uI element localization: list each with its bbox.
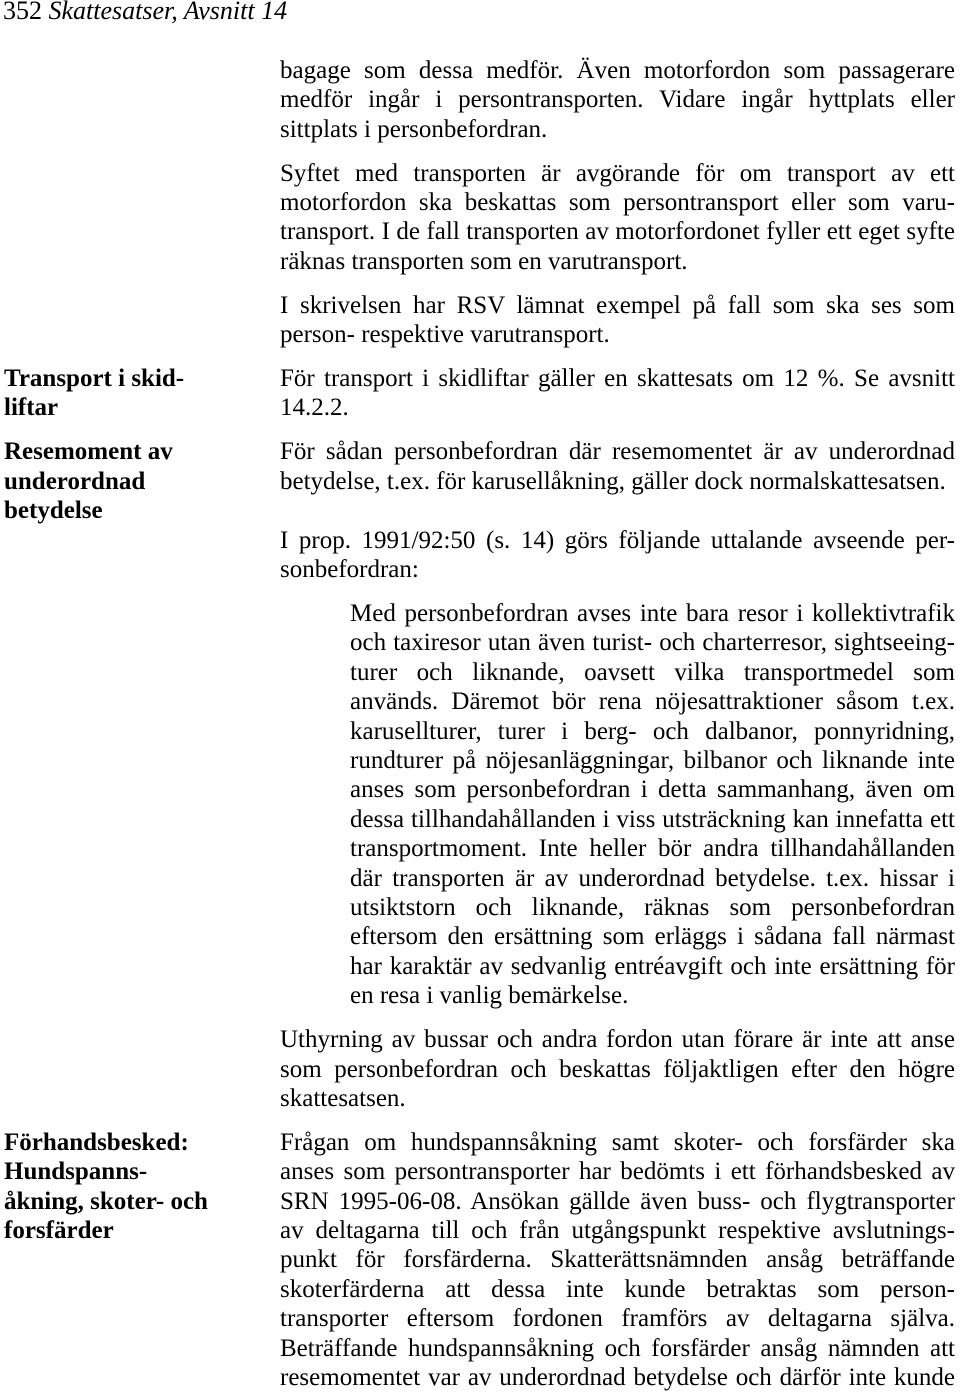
quote-line: har karaktär av sedvanlig entréavgift och inte ersättning för — [350, 952, 955, 980]
running-header — [3, 0, 287, 24]
text-line: medför ingår i persontransporten. Vidare ingår hyttplats eller — [280, 86, 955, 114]
quote-line: och taxiresor utan även turist- och charterresor, sightseeing- — [350, 629, 955, 657]
text-line: transport. I de fall transporten av motorfordonet fyller ett eget syfte — [280, 218, 955, 246]
quote-line: anses som personbefordran i detta sammanhang, även om — [350, 776, 955, 804]
margin-note-line: forsfärder — [4, 1217, 114, 1245]
text-line: motorfordon ska beskattas som persontransport eller som varu- — [280, 189, 955, 217]
text-line: Uthyrning av bussar och andra fordon utan förare är inte att anse — [280, 1026, 955, 1054]
paragraph — [280, 437, 955, 496]
text-line: anses som persontransporter har bedömts i ett förhandsbesked av — [280, 1158, 955, 1186]
margin-note — [4, 1128, 254, 1246]
quote-line: transportmoment. Inte heller bör andra tillhandahållanden — [350, 835, 955, 863]
text-line: sonbefordran: — [280, 556, 419, 584]
text-line: 14.2.2. — [280, 394, 349, 422]
text-line: resemomentet var av underordnad betydelse och därför inte kunde — [280, 1364, 955, 1392]
margin-note — [4, 437, 254, 525]
paragraph — [280, 526, 955, 585]
quote-line: karusellturer, turer i berg- och dalbanor, ponnyridning, — [350, 717, 955, 745]
text-line: person- respektive varutransport. — [280, 321, 610, 349]
quote-line: turer och liknande, oavsett vilka transportmedel som — [350, 658, 955, 686]
text-line: betydelse, t.ex. för karusellåkning, gäller dock normalskattesatsen. — [280, 467, 946, 495]
text-line: som personbefordran och beskattas följaktligen efter den högre — [280, 1055, 955, 1083]
text-line: skattesatsen. — [280, 1084, 406, 1112]
quote-line: en resa i vanlig bemärkelse. — [350, 982, 629, 1010]
text-line: punkt för forsfärderna. Skatterättsnämnden ansåg beträffande — [280, 1246, 955, 1274]
paragraph — [280, 56, 955, 144]
margin-note-line: betydelse — [4, 497, 103, 525]
quote-line: dessa tillhandahållanden i viss utsträckning kan innefatta ett — [350, 805, 955, 833]
margin-note-line: liftar — [4, 394, 59, 422]
text-line: av deltagarna till och från utgångspunkt respektive avslutnings- — [280, 1217, 955, 1245]
margin-note-line: Resemoment av — [4, 438, 173, 466]
quote-line: där transporten är av underordnad betydelse. t.ex. hissar i — [350, 864, 955, 892]
margin-note-line: åkning, skoter- och — [4, 1187, 208, 1215]
page-number: 352 — [3, 0, 42, 25]
margin-note-line: Förhandsbesked: — [4, 1128, 189, 1156]
quote-line: Med personbefordran avses inte bara resor i kollektivtrafik — [350, 600, 955, 628]
paragraph — [280, 159, 955, 277]
text-line: För transport i skidliftar gäller en skattesats om 12 %. Se avsnitt — [280, 365, 955, 393]
paragraph — [280, 1025, 955, 1113]
text-line: SRN 1995-06-08. Ansökan gällde även buss- och flygtransporter — [280, 1187, 955, 1215]
paragraph — [280, 364, 955, 423]
text-line: transporter eftersom fordonen framförs av deltagarna själva. — [280, 1305, 955, 1333]
text-line: I skrivelsen har RSV lämnat exempel på fall som ska ses som — [280, 291, 955, 319]
margin-note — [4, 364, 254, 423]
text-line: skoterfärderna att dessa inte kunde betraktas som person- — [280, 1275, 955, 1303]
text-line: Syftet med transporten är avgörande för om transport av ett — [280, 159, 955, 187]
margin-note-line: Transport i skid- — [4, 365, 185, 393]
paragraph — [280, 291, 955, 350]
quote-line: rundturer på nöjesanläggningar, bilbanor och liknande inte — [350, 747, 955, 775]
section-title: Skattesatser, Avsnitt 14 — [48, 0, 288, 25]
text-line: För sådan personbefordran där resemomentet är av underordnad — [280, 438, 955, 466]
quote-line: eftersom den ersättning som erläggs i sådana fall närmast — [350, 923, 955, 951]
margin-note-line: Hundspanns- — [4, 1158, 148, 1186]
block-quote — [350, 599, 955, 1010]
text-line: räknas transporten som en varutransport. — [280, 247, 688, 275]
text-line: I prop. 1991/92:50 (s. 14) görs följande uttalande avseende per- — [280, 526, 955, 554]
text-line: Beträffande hundspannsåkning och forsfärder ansåg nämnden att — [280, 1334, 955, 1362]
margin-note-line: underordnad — [4, 467, 146, 495]
quote-line: utsiktstorn och liknande, räknas som personbefordran — [350, 894, 955, 921]
text-line: bagage som dessa medför. Även motorfordon som passagerare — [280, 57, 955, 84]
quote-line: används. Däremot bör rena nöjesattraktioner såsom t.ex. — [350, 688, 955, 716]
text-line: Frågan om hundspannsåkning samt skoter- och forsfärder ska — [280, 1128, 955, 1156]
paragraph — [280, 1128, 955, 1393]
text-line: sittplats i personbefordran. — [280, 115, 548, 143]
